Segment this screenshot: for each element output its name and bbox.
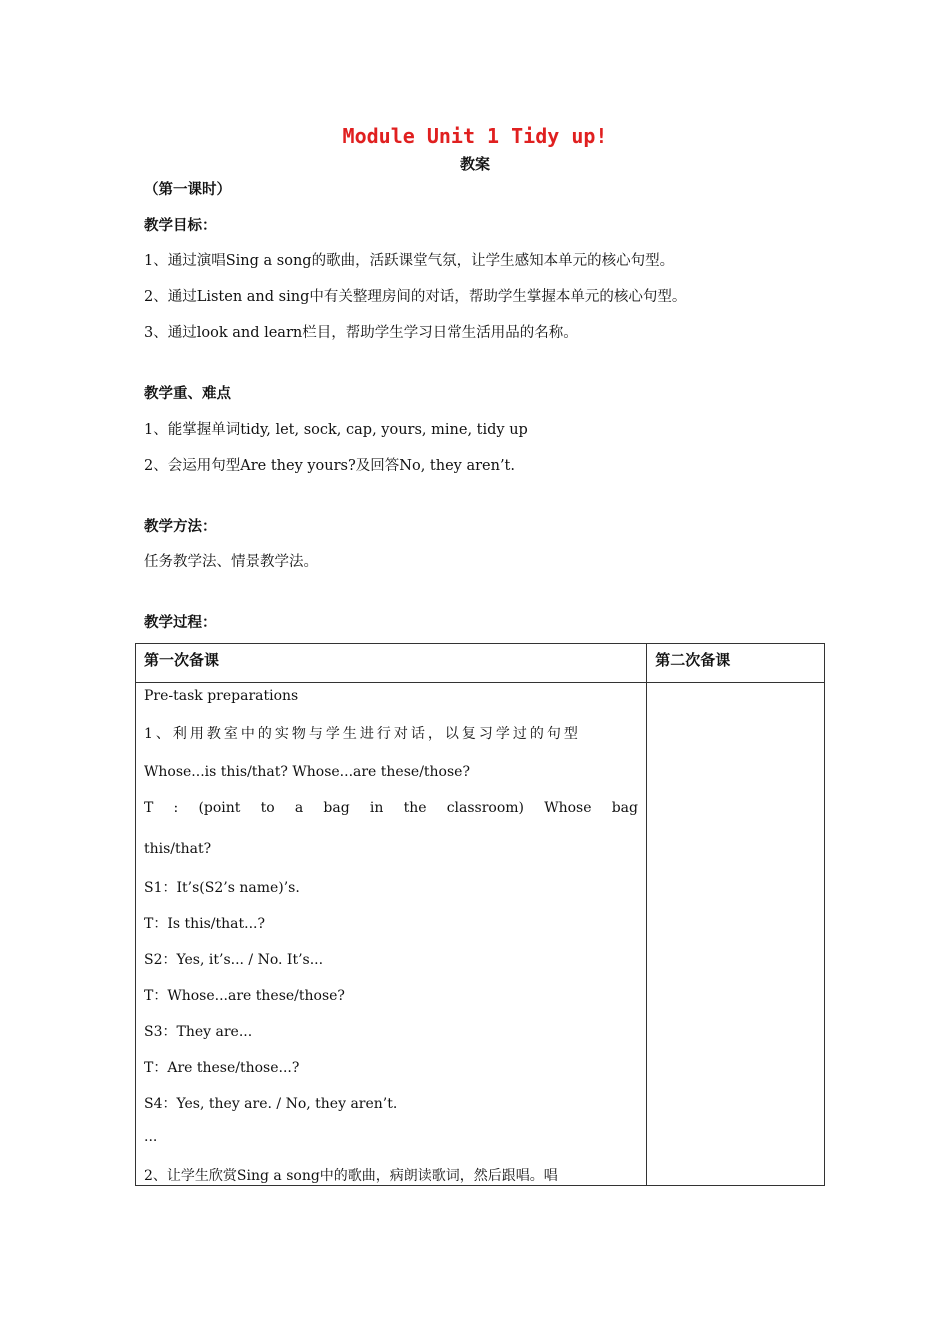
word: (point <box>198 800 241 816</box>
methods-text: 任务教学法、情景教学法。 <box>144 554 318 570</box>
document-subtitle: 教案 <box>459 155 490 173</box>
lesson-period: （第一课时） <box>144 181 231 198</box>
word: bag <box>323 800 350 816</box>
header-label: 第一次备课 <box>144 651 220 669</box>
table-header-second-prep <box>647 644 825 683</box>
cell-line: S3：They are... <box>144 1024 253 1040</box>
objectives-heading: 教学目标： <box>144 217 217 234</box>
keypoints-heading: 教学重、难点 <box>144 385 231 402</box>
cell-line: Whose...is this/that? Whose...are these/those? <box>144 764 470 780</box>
cell-line: S2：Yes, it’s... / No. It’s... <box>144 952 324 968</box>
word: T <box>144 800 154 816</box>
word: Whose <box>544 800 592 816</box>
keypoint-item: 2、会运用句型Are they yours?及回答No, they aren’t. <box>144 458 515 474</box>
table-header-first-prep <box>136 644 647 683</box>
cell-line: S4：Yes, they are. / No, they aren’t. <box>144 1096 398 1112</box>
objective-item: 2、通过Listen and sing中有关整理房间的对话，帮助学生掌握本单元的核心句型。 <box>144 289 687 305</box>
table-row <box>136 683 825 1186</box>
word: in <box>369 800 384 816</box>
cell-line: this/that? <box>144 841 212 857</box>
cell-line: Pre-task preparations <box>144 688 299 704</box>
word: a <box>294 800 304 816</box>
first-prep-cell <box>136 683 647 1186</box>
cell-line: T：Whose...are these/those? <box>144 988 345 1004</box>
lesson-plan-table <box>135 643 825 1186</box>
objective-item: 3、通过look and learn栏目，帮助学生学习日常生活用品的名称。 <box>144 325 578 341</box>
word: bag <box>611 800 638 816</box>
cell-line: T：Are these/those...? <box>144 1060 300 1076</box>
keypoint-item: 1、能掌握单词tidy, let, sock, cap, yours, mine, tidy up <box>144 422 528 438</box>
process-heading: 教学过程： <box>144 614 217 631</box>
cell-line: 1、利用教室中的实物与学生进行对话，以复习学过的句型 <box>144 726 581 742</box>
header-label: 第二次备课 <box>655 651 731 669</box>
cell-line: S1：It’s(S2’s name)’s. <box>144 880 300 896</box>
cell-line: T：Is this/that...? <box>144 916 265 932</box>
cell-line <box>144 800 638 816</box>
document-title: Module Unit 1 Tidy up! <box>342 124 608 148</box>
objective-item: 1、通过演唱Sing a song的歌曲，活跃课堂气氛，让学生感知本单元的核心句型。 <box>144 253 675 269</box>
word: to <box>260 800 275 816</box>
word: classroom) <box>446 800 525 816</box>
second-prep-cell <box>647 683 825 1186</box>
table-header-row <box>136 644 825 683</box>
word: : <box>173 800 179 816</box>
methods-heading: 教学方法： <box>144 518 217 535</box>
cell-line: 2、让学生欣赏Sing a song中的歌曲，病朗读歌词，然后跟唱。唱 <box>144 1168 558 1184</box>
cell-line: ... <box>144 1129 158 1145</box>
word: the <box>403 800 427 816</box>
